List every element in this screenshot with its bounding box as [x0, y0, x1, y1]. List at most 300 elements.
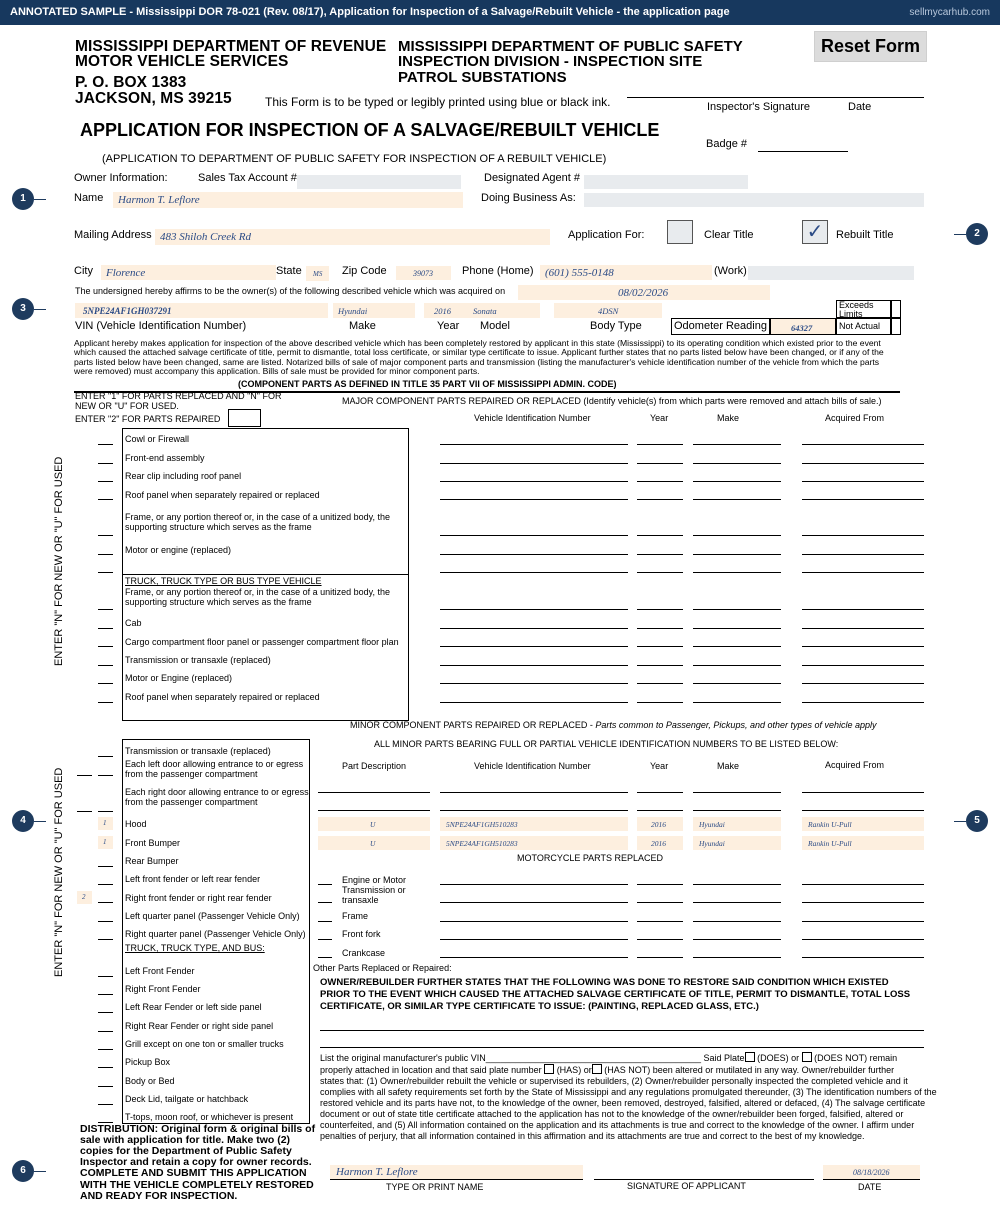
- state-value: MS: [313, 270, 323, 278]
- minor-table-cell-line[interactable]: [693, 792, 781, 793]
- other-parts-label: Other Parts Replaced or Repaired:: [313, 963, 452, 973]
- major-table-cell-line[interactable]: [440, 463, 628, 464]
- marker-line: [34, 1171, 46, 1172]
- moto-table-cell-line[interactable]: [693, 921, 781, 922]
- marker-line: [954, 821, 966, 822]
- entry-blank[interactable]: [77, 775, 92, 776]
- major-table-cell-line[interactable]: [693, 683, 781, 684]
- body-type-field[interactable]: [554, 303, 662, 318]
- enter-2-instruction: ENTER "2" FOR PARTS REPAIRED: [75, 414, 221, 424]
- minor-table-cell-line[interactable]: [318, 792, 430, 793]
- annotation-marker: 5: [966, 810, 988, 832]
- major-table-cell-line[interactable]: [637, 535, 683, 536]
- exceeds-limits-label: Exceeds Limits: [836, 300, 891, 318]
- minor-row-vin-field[interactable]: [440, 836, 628, 850]
- moto-table-cell-line[interactable]: [802, 884, 924, 885]
- major-table-cell-line[interactable]: [693, 628, 781, 629]
- vertical-label-major: ENTER "N" FOR NEW OR "U" FOR USED: [53, 456, 65, 666]
- entry-blank[interactable]: [98, 702, 113, 703]
- entry-blank[interactable]: [98, 884, 113, 885]
- rebuilder-statement: OWNER/REBUILDER FURTHER STATES THAT THE FOLLOWING WAS DONE TO RESTORE SAID CONDITION WHICH EXISTED PRIOR TO THE EVENT WHICH CAUSED THE ATTACHED SALVAGE CERTIFICATE OF TITLE, PERMIT TO DISMANTLE, TOTAL LOSS CERTIFICATE, OR SIMILAR TYPE CERTIFICATE TO ISSUE: (PAINTING, REPLACED GLASS, ETC.): [320, 977, 911, 1012]
- major-table-cell-line[interactable]: [440, 702, 628, 703]
- model-value: Sonata: [473, 306, 497, 316]
- sales-tax-label: Sales Tax Account #: [198, 172, 297, 184]
- owner-info-label: Owner Information:: [74, 172, 168, 184]
- major-table-cell-line[interactable]: [802, 646, 924, 647]
- odometer-label: Odometer Reading: [671, 318, 770, 335]
- component-definition: (COMPONENT PARTS AS DEFINED IN TITLE 35 PART VII OF MISSISSIPPI ADMIN. CODE): [238, 379, 617, 389]
- entry-blank[interactable]: [98, 444, 113, 445]
- mailing-value: 483 Shiloh Creek Rd: [160, 231, 251, 243]
- moto-blank[interactable]: [318, 957, 332, 958]
- does-not-checkbox[interactable]: [802, 1052, 812, 1062]
- minor-part: Right front fender or right rear fender: [125, 893, 272, 903]
- acquired-date-value: 08/02/2026: [618, 287, 669, 299]
- moto-part: Transmission or transaxle: [342, 885, 406, 905]
- major-table-cell-line[interactable]: [802, 535, 924, 536]
- major-part: Motor or engine (replaced): [125, 545, 232, 555]
- entry-blank[interactable]: [98, 609, 113, 610]
- entry-blank[interactable]: [98, 646, 113, 647]
- major-table-cell-line[interactable]: [693, 702, 781, 703]
- does-checkbox[interactable]: [745, 1052, 755, 1062]
- dor-line-1: MISSISSIPPI DEPARTMENT OF REVENUE: [75, 38, 387, 55]
- entry-blank[interactable]: [98, 811, 113, 812]
- banner-text: ANNOTATED SAMPLE - Mississippi DOR 78-021 (Rev. 08/17), Application for Inspection of a Salvage/Rebuilt Vehicle - the application page: [10, 6, 730, 18]
- major-table-cell-line[interactable]: [637, 628, 683, 629]
- major-table-cell-line[interactable]: [440, 609, 628, 610]
- marker-line: [34, 821, 46, 822]
- minor-table-cell-line[interactable]: [318, 810, 430, 811]
- major-table-cell-line[interactable]: [802, 702, 924, 703]
- major-table-cell-line[interactable]: [802, 572, 924, 573]
- bumper-mark-field[interactable]: [98, 836, 113, 849]
- name-label: Name: [74, 192, 104, 204]
- minor-part: Left front fender or left rear fender: [125, 874, 261, 884]
- vin-value: 5NPE24AF1GH037291: [83, 306, 172, 316]
- year-value: 2016: [434, 306, 451, 316]
- entry-blank[interactable]: [98, 1104, 113, 1105]
- year-field[interactable]: [424, 303, 468, 318]
- major-table-cell-line[interactable]: [802, 499, 924, 500]
- major-table-cell-line[interactable]: [440, 481, 628, 482]
- minor-truck-part: Right Rear Fender or right side panel: [125, 1021, 274, 1031]
- major-part: Frame, or any portion thereof or, in the case of a unitized body, the supporting structure which serves as the frame: [125, 512, 390, 532]
- entry-blank[interactable]: [77, 811, 92, 812]
- has-label: (HAS) or: [556, 1065, 592, 1075]
- odometer-field[interactable]: [770, 318, 836, 335]
- date-field[interactable]: [823, 1165, 920, 1180]
- rebuilder-line[interactable]: [320, 1030, 924, 1031]
- minor-row-vin: 5NPE24AF1GH510283: [446, 839, 518, 848]
- major-part: Rear clip including roof panel: [125, 471, 242, 481]
- entry-blank[interactable]: [98, 628, 113, 629]
- major-table-cell-line[interactable]: [693, 463, 781, 464]
- minor-table-cell-line[interactable]: [802, 792, 924, 793]
- major-table-cell-line[interactable]: [693, 572, 781, 573]
- odometer-value: 64327: [791, 323, 813, 333]
- minor-truck-part: Grill except on one ton or smaller trucks: [125, 1039, 284, 1049]
- minor-row-desc-field[interactable]: [318, 836, 430, 850]
- major-table-cell-line[interactable]: [802, 481, 924, 482]
- major-table-cell-line[interactable]: [693, 665, 781, 666]
- form-title: APPLICATION FOR INSPECTION OF A SALVAGE/REBUILT VEHICLE: [80, 120, 660, 140]
- badge-label: Badge #: [706, 138, 747, 150]
- located-text: properly attached in location and that said plate number: [320, 1065, 542, 1075]
- entry-blank[interactable]: [98, 665, 113, 666]
- major-part: Roof panel when separately repaired or replaced: [125, 490, 320, 500]
- major-heading: [342, 396, 882, 406]
- entry-blank[interactable]: [98, 554, 113, 555]
- city-field[interactable]: [101, 265, 276, 280]
- moto-table-cell-line[interactable]: [637, 884, 683, 885]
- dps-line-3: PATROL SUBSTATIONS: [398, 69, 567, 86]
- major-col-acquired: Acquired From: [825, 413, 885, 423]
- minor-heading-note: Parts common to Passenger, Pickups, and other types of vehicle apply: [595, 720, 877, 730]
- major-table-cell-line[interactable]: [693, 609, 781, 610]
- moto-table-cell-line[interactable]: [693, 902, 781, 903]
- moto-table-cell-line[interactable]: [802, 939, 924, 940]
- minor-row-year-field[interactable]: [637, 836, 683, 850]
- major-table-cell-line[interactable]: [637, 444, 683, 445]
- model-field[interactable]: [468, 303, 540, 318]
- truck-part: Cargo compartment floor panel or passenger compartment floor plan: [125, 637, 399, 647]
- minor-table-cell-line[interactable]: [802, 810, 924, 811]
- truck-part: Frame, or any portion thereof or, in the case of a unitized body, the supporting structure which serves as the frame: [125, 587, 390, 607]
- minor-table-cell-line[interactable]: [440, 810, 628, 811]
- minor-part: Hood: [125, 819, 147, 829]
- minor-truck-part: Left Rear Fender or left side panel: [125, 1002, 262, 1012]
- make-field[interactable]: [333, 303, 415, 318]
- major-part: Cowl or Firewall: [125, 434, 190, 444]
- fender-mark-field[interactable]: [77, 891, 92, 904]
- entry-blank[interactable]: [98, 1067, 113, 1068]
- hood-mark-field[interactable]: [98, 817, 113, 830]
- minor-table-cell-line[interactable]: [637, 792, 683, 793]
- fender-mark: 2: [82, 893, 86, 901]
- moto-table-cell-line[interactable]: [637, 939, 683, 940]
- entry-blank[interactable]: [98, 902, 113, 903]
- major-table-cell-line[interactable]: [802, 683, 924, 684]
- major-table-cell-line[interactable]: [637, 499, 683, 500]
- minor-row-acq-field[interactable]: [802, 817, 924, 831]
- phone-work-field[interactable]: [748, 266, 914, 280]
- vin-label: VIN (Vehicle Identification Number): [75, 320, 247, 332]
- major-table-cell-line[interactable]: [440, 572, 628, 573]
- entry-blank[interactable]: [98, 866, 113, 867]
- model-label: Model: [480, 320, 510, 332]
- clear-title-checkbox[interactable]: [667, 220, 693, 244]
- moto-part: Front fork: [342, 929, 381, 939]
- minor-row-make-field[interactable]: [693, 836, 781, 850]
- minor-table-cell-line[interactable]: [440, 792, 628, 793]
- minor-row-year: 2016: [651, 839, 666, 848]
- vin-field[interactable]: [75, 303, 328, 318]
- form-subtitle: (APPLICATION TO DEPARTMENT OF PUBLIC SAFETY FOR INSPECTION OF A REBUILT VEHICLE): [102, 153, 607, 165]
- entry-blank[interactable]: [98, 976, 113, 977]
- inspector-signature-label: Inspector's Signature: [707, 101, 810, 113]
- major-heading-text: MAJOR COMPONENT PARTS REPAIRED OR REPLACED: [342, 396, 581, 406]
- major-col-make: Make: [717, 413, 740, 423]
- annotation-marker: 2: [966, 223, 988, 245]
- body-type-value: 4DSN: [598, 306, 619, 316]
- minor-table-cell-line[interactable]: [693, 810, 781, 811]
- vin-plate-line: List the original manufacturer's public VIN___________________________________________ Said Plate: [320, 1053, 745, 1063]
- major-table-cell-line[interactable]: [693, 646, 781, 647]
- moto-table-cell-line[interactable]: [637, 921, 683, 922]
- zip-field[interactable]: [396, 266, 451, 280]
- major-table-cell-line[interactable]: [802, 554, 924, 555]
- banner-site[interactable]: sellmycarhub.com: [909, 7, 990, 18]
- legal-paragraph: Applicant hereby makes application for inspection of the above described vehicle which has been completely restored by applicant in this state (Mississippi) to its operating condition which existed prior to the event which caused the attached salvage certificate of title, permit to dismantle, total loss certificate, or similar type certificate to issue. Applicant further states that no parts listed below have been changed, or if any of the parts listed below have been changed, same are listed. Notarized bills of sale of major component parts and transmission (listing the manufacturer's vehicle identification number of the vehicle from which the parts were removed) must accompany this application. Bills of sale must be provided for minor component parts.: [74, 338, 884, 377]
- moto-table-cell-line[interactable]: [802, 902, 924, 903]
- minor-col-desc: Part Description: [342, 761, 407, 771]
- affirmation-text: states that: (1) Owner/rebuilder rebuilt the vehicle or supervised its rebuilders, (2) Owner/rebuilder personally inspected the completed vehicle and it complies with all safety requirements set forth by the State of Mississippi and any regulations promulgated thereunder, (3) The identification numbers of the restored vehicle and its parts have not, to the knowledge of the owner, been removed, destroyed, falsified, altered or defaced, (4) The salvage certificate document or out of state title certificate attached to the application has not to the knowledge of the owner/rebuilder been forged, falsified, altered or counterfeited, and (5) All information contained on the application and its attachments is true and correct to the knowledge of the owner. I affirm under penalties of perjury, that all information contained in this affirmation and its attachments are true and correct to the best of my knowledge.: [320, 1076, 937, 1141]
- does-not-label: (DOES NOT) remain: [814, 1053, 898, 1063]
- entry-blank[interactable]: [98, 572, 113, 573]
- entry-blank[interactable]: [98, 1012, 113, 1013]
- minor-heading-text: MINOR COMPONENT PARTS REPAIRED OR REPLACED -: [350, 720, 596, 730]
- signature-line[interactable]: [594, 1179, 814, 1180]
- major-heading-note: (Identify vehicle(s) from which parts were removed and attach bills of sale.): [583, 396, 882, 406]
- not-actual-checkbox[interactable]: [891, 318, 901, 335]
- moto-part: Engine or Motor: [342, 875, 407, 885]
- minor-row-year-field[interactable]: [637, 817, 683, 831]
- minor-row-vin-field[interactable]: [440, 817, 628, 831]
- moto-blank[interactable]: [318, 902, 332, 903]
- dba-label: Doing Business As:: [481, 192, 576, 204]
- minor-heading: [350, 720, 877, 730]
- truck-part: Roof panel when separately repaired or replaced: [125, 692, 320, 702]
- entry-blank[interactable]: [98, 756, 113, 757]
- minor-row-vin: 5NPE24AF1GH510283: [446, 820, 518, 829]
- minor-table-cell-line[interactable]: [637, 810, 683, 811]
- name-field[interactable]: [113, 192, 463, 208]
- dor-line-2: MOTOR VEHICLE SERVICES: [75, 53, 289, 70]
- make-label: Make: [349, 320, 376, 332]
- year-label: Year: [437, 320, 460, 332]
- distribution-note: DISTRIBUTION: Original form & original bills of sale with application for title. Make two (2) copies for the Department of Public Safety Inspector and retain a copy for owner records.: [80, 1123, 316, 1168]
- has-checkbox[interactable]: [544, 1064, 554, 1074]
- minor-part: Each right door allowing entrance to or egress from the passenger compartment: [125, 787, 309, 807]
- inspector-date-label: Date: [848, 101, 872, 113]
- hood-mark: 1: [103, 819, 107, 827]
- major-part: Front-end assembly: [125, 453, 205, 463]
- rebuilt-title-checkbox[interactable]: ✓: [802, 220, 828, 244]
- zip-label: Zip Code: [342, 265, 387, 277]
- jackson-address: JACKSON, MS 39215: [75, 90, 232, 107]
- designated-agent-label: Designated Agent #: [484, 172, 581, 184]
- major-table-cell-line[interactable]: [440, 535, 628, 536]
- entry-blank[interactable]: [98, 921, 113, 922]
- major-table-cell-line[interactable]: [440, 628, 628, 629]
- annotation-marker: 1: [12, 188, 34, 210]
- marker-line: [954, 234, 966, 235]
- print-name-field[interactable]: [330, 1165, 583, 1180]
- zip-value: 39073: [413, 269, 433, 278]
- rebuilder-line[interactable]: [320, 1047, 924, 1048]
- vin-plate-text: [320, 1052, 940, 1142]
- moto-blank[interactable]: [318, 921, 332, 922]
- dba-field[interactable]: [584, 193, 924, 207]
- entry-blank[interactable]: [98, 683, 113, 684]
- entry-blank[interactable]: [98, 481, 113, 482]
- date-value: 08/18/2026: [853, 1168, 890, 1177]
- mailing-label: Mailing Address: [74, 229, 152, 241]
- moto-blank[interactable]: [318, 884, 332, 885]
- major-col-year: Year: [650, 413, 669, 423]
- major-table-cell-line[interactable]: [637, 572, 683, 573]
- typed-note: This Form is to be typed or legibly printed using blue or black ink.: [265, 95, 611, 109]
- major-table-cell-line[interactable]: [802, 665, 924, 666]
- entry-blank[interactable]: [98, 775, 113, 776]
- minor-truck-part: Right Front Fender: [125, 984, 201, 994]
- minor-row-acq: Rankin U-Pull: [808, 820, 852, 829]
- minor-row-desc: U: [370, 820, 376, 829]
- major-table-cell-line[interactable]: [440, 646, 628, 647]
- entry-blank[interactable]: [98, 1031, 113, 1032]
- moto-table-cell-line[interactable]: [637, 902, 683, 903]
- sales-tax-field[interactable]: [297, 175, 461, 189]
- inspector-signature-line[interactable]: [627, 97, 924, 98]
- print-name-value: Harmon T. Leflore: [336, 1166, 418, 1178]
- entry-blank[interactable]: [98, 535, 113, 536]
- major-table-cell-line[interactable]: [637, 683, 683, 684]
- phone-home-field[interactable]: [540, 265, 712, 280]
- enter-2-box[interactable]: [228, 409, 261, 427]
- rebuilt-title-label: Rebuilt Title: [836, 229, 894, 241]
- submit-note: COMPLETE AND SUBMIT THIS APPLICATION WITH THE VEHICLE COMPLETELY RESTORED AND READY FOR INSPECTION.: [80, 1167, 314, 1202]
- entry-blank[interactable]: [98, 939, 113, 940]
- minor-truck-part: Body or Bed: [125, 1076, 175, 1086]
- minor-part: Each left door allowing entrance to or egress from the passenger compartment: [125, 759, 304, 779]
- minor-row-make: Hyundai: [699, 839, 725, 848]
- name-value: Harmon T. Leflore: [118, 194, 200, 206]
- annotation-marker: 3: [12, 298, 34, 320]
- major-table-cell-line[interactable]: [693, 444, 781, 445]
- major-table-cell-line[interactable]: [802, 444, 924, 445]
- moto-table-cell-line[interactable]: [440, 921, 628, 922]
- moto-table-cell-line[interactable]: [440, 884, 628, 885]
- minor-row-desc: U: [370, 839, 376, 848]
- major-table-cell-line[interactable]: [440, 444, 628, 445]
- has-not-label: (HAS NOT) been altered or mutilated in any way. Owner/rebuilder further: [604, 1065, 895, 1075]
- moto-table-cell-line[interactable]: [802, 921, 924, 922]
- po-box: P. O. BOX 1383: [75, 74, 187, 91]
- major-table-cell-line[interactable]: [693, 554, 781, 555]
- major-table-cell-line[interactable]: [440, 499, 628, 500]
- exceeds-limits-checkbox[interactable]: [891, 300, 901, 318]
- entry-blank[interactable]: [98, 499, 113, 500]
- city-label: City: [74, 265, 93, 277]
- not-actual-label: Not Actual: [836, 318, 891, 335]
- minor-row-make-field[interactable]: [693, 817, 781, 831]
- moto-blank[interactable]: [318, 939, 332, 940]
- moto-table-cell-line[interactable]: [637, 957, 683, 958]
- minor-part: Right quarter panel (Passenger Vehicle Only): [125, 929, 306, 939]
- moto-part: Frame: [342, 911, 369, 921]
- designated-agent-field[interactable]: [584, 175, 748, 189]
- minor-row-acq-field[interactable]: [802, 836, 924, 850]
- has-not-checkbox[interactable]: [592, 1064, 602, 1074]
- entry-blank[interactable]: [98, 1086, 113, 1087]
- truck-part: Transmission or transaxle (replaced): [125, 655, 271, 665]
- moto-table-cell-line[interactable]: [693, 884, 781, 885]
- moto-table-cell-line[interactable]: [802, 957, 924, 958]
- minor-row-desc-field[interactable]: [318, 817, 430, 831]
- major-table-cell-line[interactable]: [802, 463, 924, 464]
- entry-blank[interactable]: [98, 463, 113, 464]
- clear-title-label: Clear Title: [704, 229, 754, 241]
- minor-truck-part: Left Front Fender: [125, 966, 195, 976]
- moto-table-cell-line[interactable]: [440, 957, 628, 958]
- badge-line[interactable]: [758, 151, 848, 152]
- state-field[interactable]: [306, 266, 329, 281]
- major-table-cell-line[interactable]: [440, 665, 628, 666]
- reset-form-button[interactable]: Reset Form: [814, 31, 927, 62]
- print-name-label: TYPE OR PRINT NAME: [386, 1182, 484, 1192]
- bumper-mark: 1: [103, 838, 107, 846]
- major-col-vin: Vehicle Identification Number: [474, 413, 591, 423]
- moto-table-cell-line[interactable]: [440, 902, 628, 903]
- entry-blank[interactable]: [98, 994, 113, 995]
- phone-home-label: Phone (Home): [462, 265, 534, 277]
- marker-line: [34, 199, 46, 200]
- major-table-cell-line[interactable]: [693, 481, 781, 482]
- minor-truck-part: T-tops, moon roof, or whichever is present: [125, 1112, 294, 1122]
- major-table-cell-line[interactable]: [637, 609, 683, 610]
- minor-row-acq: Rankin U-Pull: [808, 839, 852, 848]
- major-table-cell-line[interactable]: [693, 499, 781, 500]
- major-table-cell-line[interactable]: [802, 609, 924, 610]
- major-table-cell-line[interactable]: [637, 481, 683, 482]
- annotation-marker: 4: [12, 810, 34, 832]
- minor-col-acquired: Acquired From: [825, 760, 885, 770]
- annotation-marker: 6: [12, 1160, 34, 1182]
- truck-heading: TRUCK, TRUCK TYPE OR BUS TYPE VEHICLE: [125, 576, 322, 586]
- moto-table-cell-line[interactable]: [693, 957, 781, 958]
- major-table-cell-line[interactable]: [637, 646, 683, 647]
- major-table-cell-line[interactable]: [440, 683, 628, 684]
- make-value: Hyundai: [338, 306, 368, 316]
- minor-col-make: Make: [717, 761, 740, 771]
- major-table-cell-line[interactable]: [802, 628, 924, 629]
- mailing-field[interactable]: [155, 229, 550, 245]
- minor-part: Transmission or transaxle (replaced): [125, 746, 271, 756]
- application-for-label: Application For:: [568, 229, 645, 241]
- city-value: Florence: [106, 267, 146, 279]
- all-minor-note: ALL MINOR PARTS BEARING FULL OR PARTIAL VEHICLE IDENTIFICATION NUMBERS TO BE LISTED BELOW:: [374, 739, 839, 749]
- does-label: (DOES) or: [757, 1053, 800, 1063]
- entry-blank[interactable]: [98, 1049, 113, 1050]
- minor-part: Left quarter panel (Passenger Vehicle Only): [125, 911, 300, 921]
- affirm-owner-text: The undersigned hereby affirms to be the owner(s) of the following described vehicle which was acquired on: [75, 286, 506, 296]
- phone-home-value: (601) 555-0148: [545, 267, 614, 279]
- moto-table-cell-line[interactable]: [440, 939, 628, 940]
- acquired-date-field[interactable]: [518, 285, 770, 300]
- truck-part: Cab: [125, 618, 142, 628]
- major-table-cell-line[interactable]: [637, 702, 683, 703]
- minor-part: Front Bumper: [125, 838, 181, 848]
- major-table-cell-line[interactable]: [440, 554, 628, 555]
- minor-col-vin: Vehicle Identification Number: [474, 761, 591, 771]
- major-table-cell-line[interactable]: [637, 554, 683, 555]
- moto-table-cell-line[interactable]: [693, 939, 781, 940]
- state-label: State: [276, 265, 302, 277]
- major-table-cell-line[interactable]: [637, 463, 683, 464]
- major-table-cell-line[interactable]: [693, 535, 781, 536]
- major-table-cell-line[interactable]: [637, 665, 683, 666]
